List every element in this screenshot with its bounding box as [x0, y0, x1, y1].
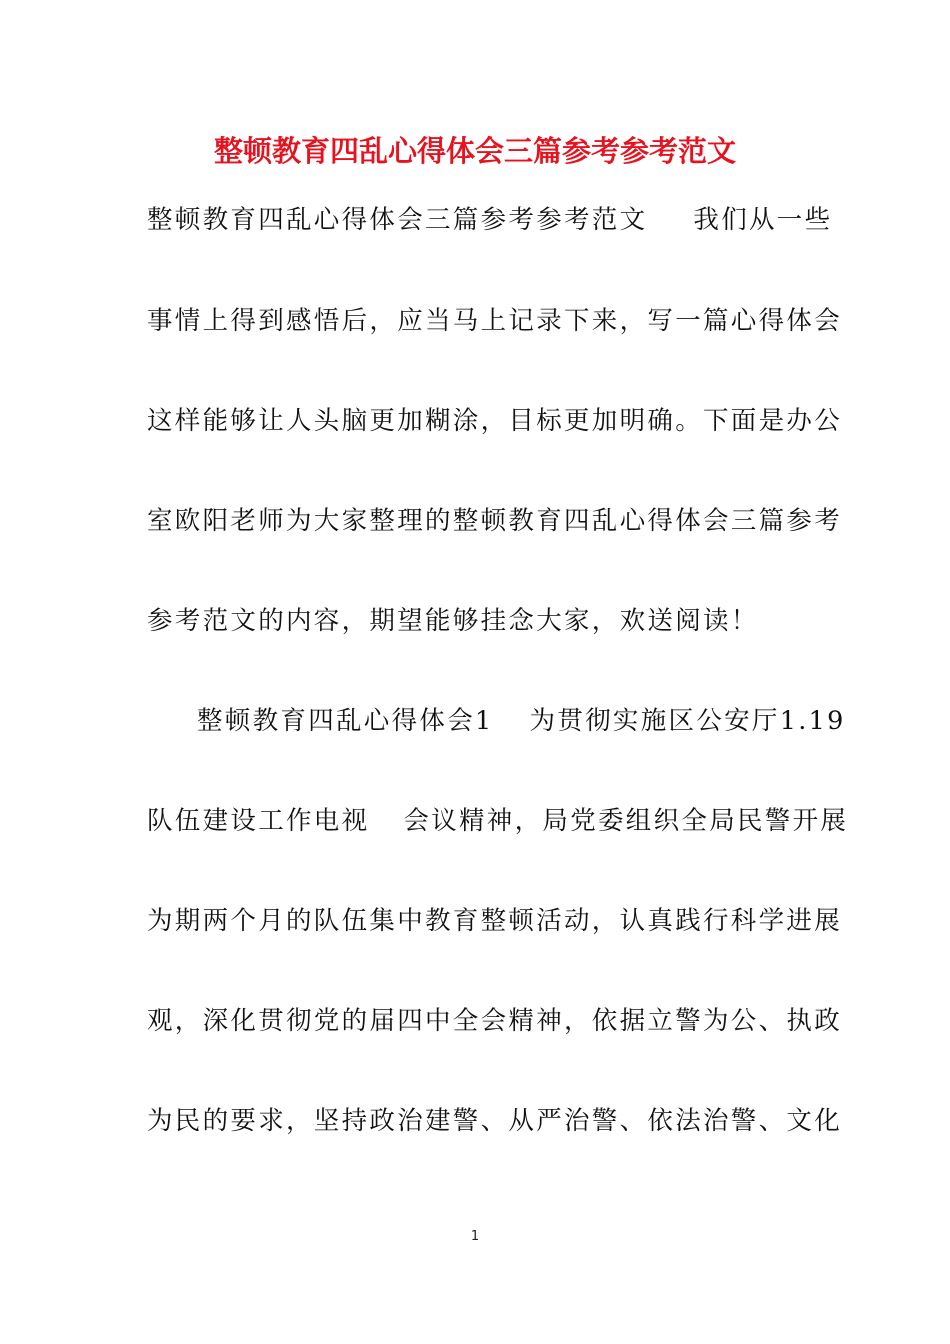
text-segment: 这样能够让人头脑更加糊涂，目标更加明确。下面是办公 — [147, 406, 843, 436]
text-line-3 — [147, 403, 843, 439]
text-segment: 观，深化贯彻党的届四中全会精神，依据立警为公、执政 — [147, 1006, 843, 1036]
text-line-5 — [147, 603, 807, 639]
text-segment: 事情上得到感悟后，应当马上记录下来，写一篇心得体会 — [147, 306, 843, 336]
text-line-8 — [147, 903, 843, 939]
text-line-1 — [147, 202, 833, 238]
text-line-10 — [147, 1103, 843, 1139]
text-segment: 为贯彻实施区公安厅1.19 — [529, 706, 846, 736]
text-segment: 为期两个月的队伍集中教育整顿活动，认真践行科学进展 — [147, 906, 843, 936]
text-segment: 为民的要求，坚持政治建警、从严治警、依法治警、文化 — [147, 1106, 843, 1136]
text-segment: 会议精神，局党委组织全局民警开展 — [403, 806, 849, 836]
text-line-4 — [147, 503, 843, 539]
text-segment: 我们从一些 — [693, 205, 833, 235]
text-segment: 参考范文的内容，期望能够挂念大家，欢送阅读！ — [147, 606, 759, 636]
text-segment: 室欧阳老师为大家整理的整顿教育四乱心得体会三篇参考 — [147, 506, 843, 536]
document-title: 整顿教育四乱心得体会三篇参考参考范文 — [213, 134, 736, 168]
text-line-9 — [147, 1003, 843, 1039]
text-segment: 整顿教育四乱心得体会三篇参考参考范文 — [147, 205, 648, 235]
text-segment: 队伍建设工作电视 — [147, 806, 370, 836]
text-segment: 整顿教育四乱心得体会1 — [197, 706, 494, 736]
text-line-2 — [147, 303, 843, 339]
text-line-6 — [147, 703, 846, 739]
text-line-7 — [147, 803, 849, 839]
page-number: 1 — [470, 1229, 480, 1244]
